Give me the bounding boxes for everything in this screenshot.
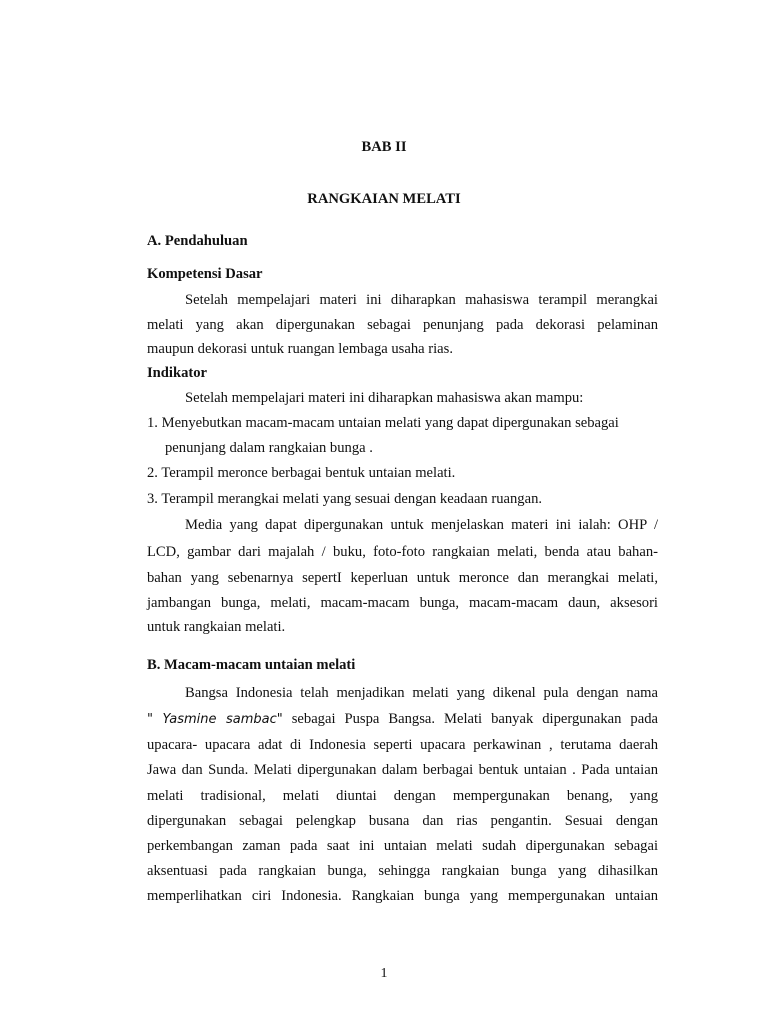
list-item: 2. Terampil meronce berbagai bentuk untaian melati. bbox=[147, 465, 456, 481]
list-item-continuation: penunjang dalam rangkaian bunga . bbox=[165, 440, 373, 456]
paragraph-line: Bangsa Indonesia telah menjadikan melati yang dikenal pula dengan nama bbox=[185, 685, 658, 701]
page-number: 1 bbox=[380, 966, 388, 981]
paragraph-line: bahan yang sebenarnya sepertI keperluan untuk meronce dan merangkai melati, bbox=[147, 570, 658, 586]
chapter-title: RANGKAIAN MELATI bbox=[307, 191, 461, 207]
paragraph-line: Jawa dan Sunda. Melati dipergunakan dalam berbagai bentuk untaian . Pada untaian bbox=[147, 762, 658, 778]
indikator-heading: Indikator bbox=[147, 365, 208, 381]
paragraph-line: melati tradisional, melati diuntai dengan mempergunakan benang, yang bbox=[147, 788, 658, 804]
paragraph-line: Setelah mempelajari materi ini diharapkan mahasiswa terampil merangkai bbox=[185, 292, 658, 308]
section-b-heading: B. Macam-macam untaian melati bbox=[147, 657, 356, 673]
paragraph-line: jambangan bunga, melati, macam-macam bunga, macam-macam daun, aksesori bbox=[147, 595, 658, 611]
paragraph-line: maupun dekorasi untuk ruangan lembaga usaha rias. bbox=[147, 341, 453, 357]
paragraph-line: perkembangan zaman pada saat ini untaian melati sudah dipergunakan sebagai bbox=[147, 838, 658, 854]
paragraph-line: memperlihatkan ciri Indonesia. Rangkaian bunga yang mempergunakan untaian bbox=[147, 888, 658, 904]
paragraph-segment: sebagai Puspa Bangsa. Melati banyak dipergunakan pada bbox=[291, 711, 658, 727]
paragraph-line: Media yang dapat dipergunakan untuk menjelaskan materi ini ialah: OHP / bbox=[185, 517, 658, 533]
paragraph-line: upacara- upacara adat di Indonesia seperti upacara perkawinan , terutama daerah bbox=[147, 737, 658, 753]
italic-term: " Yasmine sambac" bbox=[147, 712, 283, 727]
paragraph-line: aksentuasi pada rangkaian bunga, sehingga rangkaian bunga yang dihasilkan bbox=[147, 863, 658, 879]
paragraph-line: melati yang akan dipergunakan sebagai penunjang pada dekorasi pelaminan bbox=[147, 317, 658, 333]
chapter-heading: BAB II bbox=[361, 139, 407, 155]
kompetensi-heading: Kompetensi Dasar bbox=[147, 266, 263, 282]
paragraph-line: dipergunakan sebagai pelengkap busana dan rias pengantin. Sesuai dengan bbox=[147, 813, 658, 829]
paragraph-line: Setelah mempelajari materi ini diharapkan mahasiswa akan mampu: bbox=[185, 390, 584, 406]
paragraph-line bbox=[147, 710, 658, 729]
paragraph-line: untuk rangkaian melati. bbox=[147, 619, 286, 635]
section-a-heading: A. Pendahuluan bbox=[147, 233, 248, 249]
list-item: 1. Menyebutkan macam-macam untaian melati yang dapat dipergunakan sebagai bbox=[147, 415, 619, 431]
paragraph-line: LCD, gambar dari majalah / buku, foto-foto rangkaian melati, benda atau bahan- bbox=[147, 544, 658, 560]
list-item: 3. Terampil merangkai melati yang sesuai dengan keadaan ruangan. bbox=[147, 491, 543, 507]
